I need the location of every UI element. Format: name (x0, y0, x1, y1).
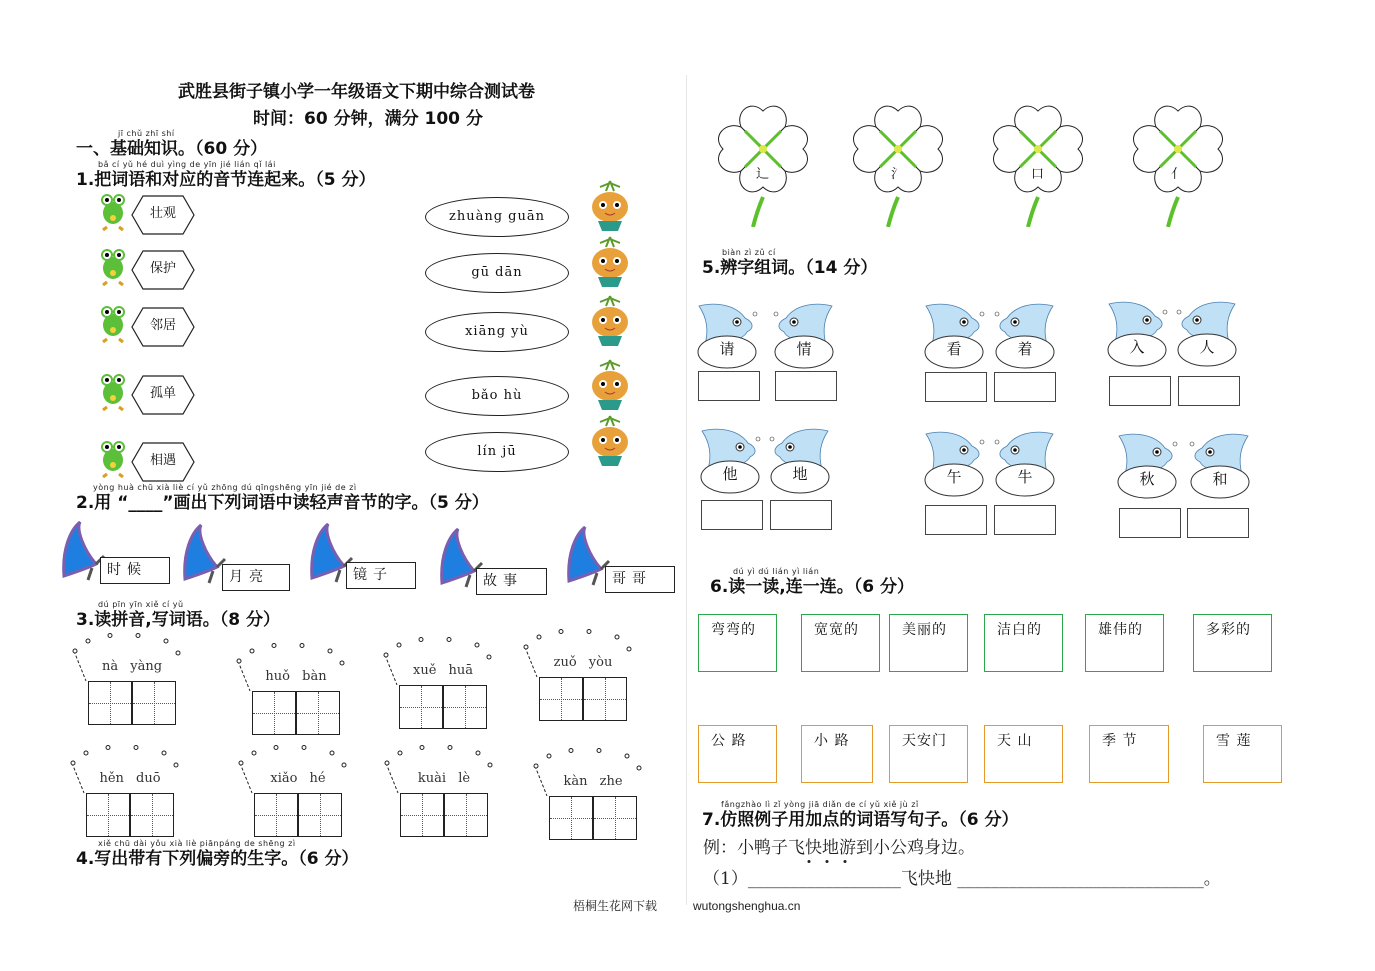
emphasis-dots (801, 859, 861, 864)
answer-box[interactable] (994, 505, 1056, 535)
clover-icon (705, 97, 820, 227)
tianzige-cell[interactable] (298, 793, 342, 837)
q7-heading: 7.仿照例子用加点的词语写句子。（6 分） (702, 810, 1019, 830)
crown-writing-box[interactable] (384, 745, 504, 840)
crown-writing-box[interactable] (70, 745, 190, 840)
fish-icon (695, 300, 759, 370)
q7-blank-1[interactable]: __________________ (747, 869, 901, 889)
answer-box[interactable] (925, 505, 987, 535)
answer-box[interactable] (770, 500, 832, 530)
word-hexagon[interactable] (131, 195, 195, 235)
word-box[interactable]: 故事 (476, 568, 547, 595)
fish-icon (993, 428, 1057, 498)
adjective-box[interactable]: 雄伟的 (1085, 614, 1164, 672)
onion-icon (588, 414, 632, 468)
onion-icon (588, 235, 632, 289)
page-divider (686, 75, 687, 905)
noun-box[interactable]: 小 路 (801, 725, 873, 783)
q2-heading: 2.用 “____”画出下列词语中读轻声音节的字。（5 分） (76, 493, 489, 513)
tianzige-cell[interactable] (549, 796, 593, 840)
frog-icon (98, 438, 128, 478)
tianzige-cell[interactable] (583, 677, 627, 721)
pinyin-label: zuǒ yòu (553, 655, 613, 670)
adjective-box[interactable]: 宽宽的 (801, 614, 880, 672)
char-label: 和 (1212, 470, 1228, 488)
q4-heading: 4.写出带有下列偏旁的生字。（6 分） (76, 849, 359, 869)
q7-example: 例：小鸭子飞快地游到小公鸡身边。 (703, 838, 975, 858)
fish-icon (768, 425, 832, 495)
word-hexagon[interactable] (131, 307, 195, 347)
tianzige-cell[interactable] (254, 793, 298, 837)
q3-pinyin: dú pīn yīn xiě cí yǔ (98, 600, 184, 609)
pinyin-label: xiǎo hé (270, 771, 326, 786)
clover-icon (840, 97, 955, 227)
q7-line1-word: 飞快地 (900, 869, 952, 889)
noun-box[interactable]: 季 节 (1089, 725, 1169, 783)
word-hexagon[interactable] (131, 442, 195, 482)
word-box[interactable]: 哥哥 (605, 566, 675, 593)
adjective-box[interactable]: 洁白的 (984, 614, 1063, 672)
q4-pinyin: xiě chū dài yǒu xià liè piānpáng de shēng zì (98, 839, 296, 848)
tianzige-cell[interactable] (86, 793, 130, 837)
syllable-oval[interactable]: zhuàng guān (425, 197, 569, 237)
q7-blank-2[interactable]: _____________________________ (957, 869, 1204, 889)
crown-writing-box[interactable] (383, 637, 503, 732)
noun-box[interactable]: 天安门 (889, 725, 968, 783)
char-label: 地 (792, 465, 808, 483)
crown-writing-box[interactable] (533, 748, 653, 843)
q7-line1-prefix: （1） (703, 869, 748, 889)
onion-icon (588, 294, 632, 348)
answer-box[interactable] (1187, 508, 1249, 538)
crown-writing-box[interactable] (238, 745, 358, 840)
char-label: 情 (796, 340, 812, 358)
tianzige-cell[interactable] (252, 691, 296, 735)
section1-pinyin: jī chǔ zhī shí (118, 129, 175, 138)
radical-label: 亻 (1170, 167, 1184, 182)
pinyin-label: hěn duō (99, 771, 161, 786)
pinyin-label: huǒ bàn (265, 669, 327, 684)
fish-icon (1105, 298, 1169, 368)
q7-pinyin: fǎngzhào lì zǐ yòng jiā diǎn de cí yǔ xiě jù zǐ (721, 800, 919, 809)
pinyin-label: nà yàng (101, 659, 163, 674)
radical-label: 氵 (890, 167, 904, 182)
fish-icon (993, 300, 1057, 370)
tianzige-cell[interactable] (130, 793, 174, 837)
crown-writing-box[interactable] (523, 629, 643, 724)
noun-box[interactable]: 公 路 (698, 725, 777, 783)
answer-box[interactable] (1119, 508, 1181, 538)
char-label: 入 (1129, 338, 1145, 356)
tianzige-cell[interactable] (296, 691, 340, 735)
syllable-oval[interactable]: gū dān (425, 253, 569, 293)
syllable-oval[interactable]: lín jū (425, 432, 569, 472)
fish-icon (922, 300, 986, 370)
onion-icon (588, 179, 632, 233)
radical-label: 口 (1030, 167, 1044, 182)
onion-icon (588, 358, 632, 412)
word-hexagon[interactable] (131, 250, 195, 290)
footer-source: 梧桐生花网下载 (573, 899, 658, 913)
q1-pinyin: bǎ cí yǔ hé duì yìng de yīn jié lián qǐ lái (98, 160, 276, 169)
word-hexagon[interactable] (131, 375, 195, 415)
q7-line1 (703, 869, 1221, 889)
syllable-oval[interactable]: bǎo hù (425, 376, 569, 416)
exam-time: 时间：60 分钟，满分 100 分 (253, 109, 483, 129)
answer-box[interactable] (775, 371, 837, 401)
word-box[interactable]: 时候 (100, 557, 170, 584)
q3-heading: 3.读拼音,写词语。（8 分） (76, 610, 280, 630)
pinyin-label: kàn zhe (563, 774, 623, 789)
pinyin-label: xuě huā (412, 663, 474, 678)
tianzige-cell[interactable] (444, 793, 488, 837)
q6-heading: 6.读一读,连一连。（6 分） (710, 577, 914, 597)
q5-pinyin: biàn zì zǔ cí (722, 248, 776, 257)
adjective-box[interactable]: 弯弯的 (698, 614, 777, 672)
tianzige-cell[interactable] (539, 677, 583, 721)
fish-icon (772, 300, 836, 370)
word-label: 壮观 (149, 206, 176, 221)
answer-box[interactable] (701, 500, 763, 530)
word-label: 保护 (149, 261, 176, 276)
fish-icon (1175, 298, 1239, 368)
q2-pinyin: yòng huà chū xià liè cí yǔ zhōng dú qīngshēng yīn jié de zì (93, 483, 357, 492)
radical-label: 辶 (755, 167, 769, 182)
crown-writing-box[interactable] (236, 643, 356, 738)
char-label: 请 (719, 340, 735, 358)
word-box[interactable]: 镜子 (346, 562, 416, 589)
char-label: 秋 (1139, 470, 1155, 488)
q6-pinyin: dú yì dú lián yì lián (733, 567, 820, 576)
tianzige-cell[interactable] (443, 685, 487, 729)
frog-icon (98, 303, 128, 343)
fish-icon (698, 425, 762, 495)
pinyin-label: kuài lè (417, 771, 471, 786)
exam-title: 武胜县街子镇小学一年级语文下期中综合测试卷 (178, 82, 535, 102)
char-label: 人 (1199, 338, 1215, 356)
q1-heading: 1.把词语和对应的音节连起来。（5 分） (76, 170, 376, 190)
answer-box[interactable] (1109, 376, 1171, 406)
answer-box[interactable] (925, 372, 987, 402)
fish-icon (1188, 430, 1252, 500)
tianzige-cell[interactable] (399, 685, 443, 729)
clover-icon (980, 97, 1095, 227)
word-label: 邻居 (149, 318, 176, 333)
tianzige-cell[interactable] (132, 681, 176, 725)
fish-icon (922, 428, 986, 498)
fish-icon (1115, 430, 1179, 500)
char-label: 着 (1017, 340, 1033, 358)
word-label: 相遇 (149, 453, 176, 468)
q7-line1-end: 。 (1203, 869, 1221, 889)
answer-box[interactable] (1178, 376, 1240, 406)
frog-icon (98, 191, 128, 231)
syllable-oval[interactable]: xiāng yù (425, 312, 569, 352)
word-box[interactable]: 月亮 (222, 564, 290, 591)
tianzige-cell[interactable] (88, 681, 132, 725)
crown-writing-box[interactable] (72, 633, 192, 728)
char-label: 午 (946, 468, 962, 486)
char-label: 他 (722, 465, 738, 483)
word-label: 孤单 (149, 386, 176, 401)
adjective-box[interactable]: 美丽的 (889, 614, 968, 672)
section1-heading: 一、基础知识。（60 分） (76, 139, 268, 159)
tianzige-cell[interactable] (593, 796, 637, 840)
clover-icon (1120, 97, 1235, 227)
tianzige-cell[interactable] (400, 793, 444, 837)
adjective-box[interactable]: 多彩的 (1193, 614, 1272, 672)
answer-box[interactable] (698, 371, 760, 401)
noun-box[interactable]: 雪 莲 (1203, 725, 1282, 783)
frog-icon (98, 246, 128, 286)
char-label: 牛 (1017, 468, 1033, 486)
answer-box[interactable] (994, 372, 1056, 402)
q5-heading: 5.辨字组词。（14 分） (702, 258, 878, 278)
noun-box[interactable]: 天 山 (984, 725, 1063, 783)
char-label: 看 (946, 340, 962, 358)
frog-icon (98, 371, 128, 411)
footer-url[interactable]: wutongshenghua.cn (693, 899, 801, 913)
